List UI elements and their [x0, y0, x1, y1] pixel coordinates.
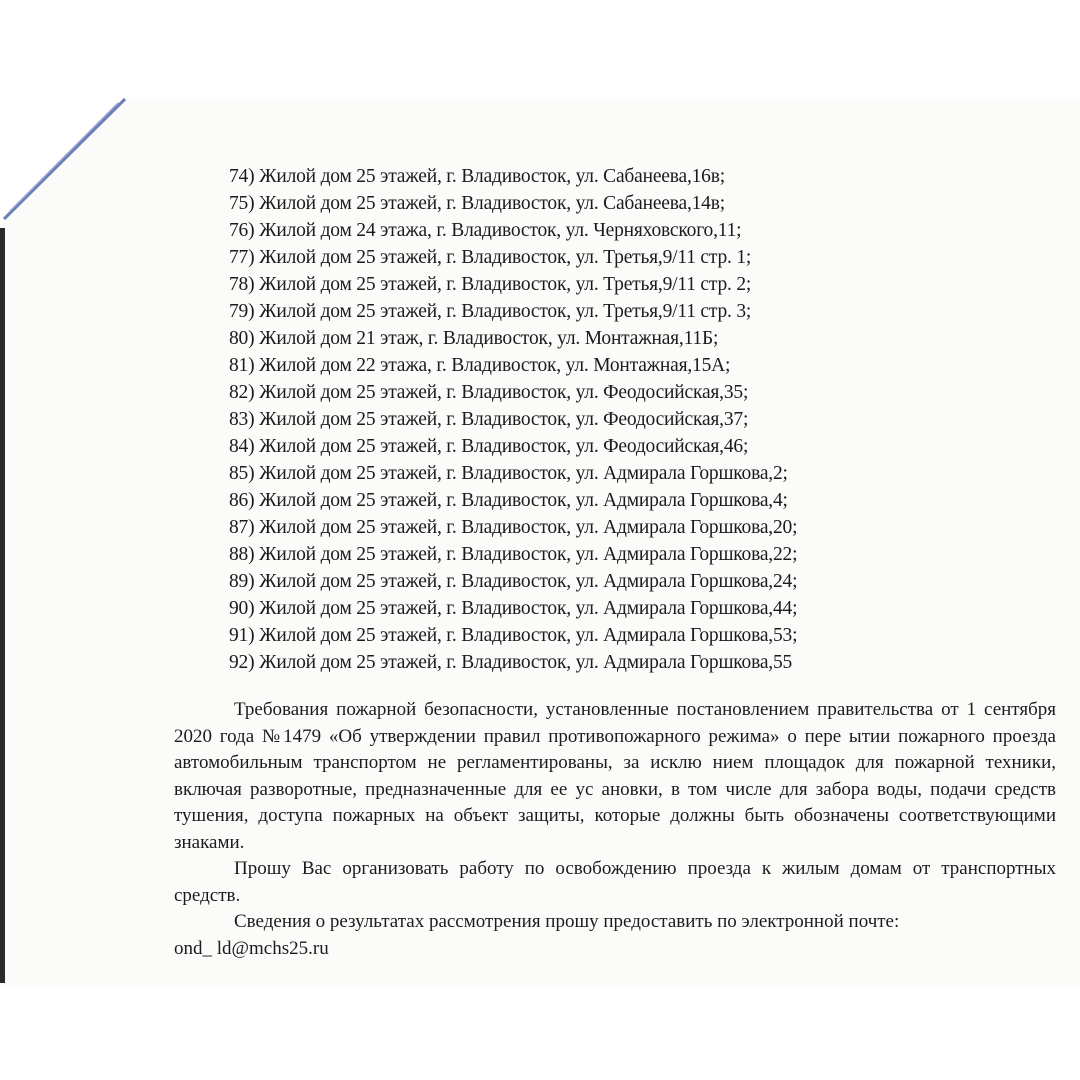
letter-body	[174, 697, 1056, 962]
request-paragraph: Прошу Вас организовать работу по освобождению проезда к жилым домам от транспортных средств.	[174, 858, 1056, 906]
results-paragraph: Сведения о результатах рассмотрения прошу предоставить по электронной почте:	[234, 911, 900, 932]
address-list	[229, 163, 797, 676]
list-item: 79) Жилой дом 25 этажей, г. Владивосток, ул. Третья,9/11 стр. 3;	[229, 301, 752, 322]
list-item: 82) Жилой дом 25 этажей, г. Владивосток, ул. Феодосийская,35;	[229, 382, 749, 403]
list-item: 74) Жилой дом 25 этажей, г. Владивосток, ул. Сабанеева,16в;	[229, 166, 725, 187]
page-edge-shadow	[0, 228, 5, 983]
list-item: 80) Жилой дом 21 этаж, г. Владивосток, ул. Монтажная,11Б;	[229, 328, 719, 349]
list-item: 84) Жилой дом 25 этажей, г. Владивосток, ул. Феодосийская,46;	[229, 436, 749, 457]
list-item: 75) Жилой дом 25 этажей, г. Владивосток, ул. Сабанеева,14в;	[229, 193, 725, 214]
list-item: 86) Жилой дом 25 этажей, г. Владивосток, ул. Адмирала Горшкова,4;	[229, 490, 788, 511]
list-item: 90) Жилой дом 25 этажей, г. Владивосток, ул. Адмирала Горшкова,44;	[229, 598, 798, 619]
corner-pen-mark	[0, 97, 140, 237]
list-item: 77) Жилой дом 25 этажей, г. Владивосток, ул. Третья,9/11 стр. 1;	[229, 247, 752, 268]
list-item: 83) Жилой дом 25 этажей, г. Владивосток, ул. Феодосийская,37;	[229, 409, 749, 430]
list-item: 76) Жилой дом 24 этажа, г. Владивосток, ул. Черняховского,11;	[229, 220, 742, 241]
list-item: 87) Жилой дом 25 этажей, г. Владивосток, ул. Адмирала Горшкова,20;	[229, 517, 798, 538]
list-item: 78) Жилой дом 25 этажей, г. Владивосток, ул. Третья,9/11 стр. 2;	[229, 274, 752, 295]
email-address: ond_ ld@mchs25.ru	[174, 937, 329, 959]
list-item: 91) Жилой дом 25 этажей, г. Владивосток, ул. Адмирала Горшкова,53;	[229, 625, 798, 646]
list-item: 89) Жилой дом 25 этажей, г. Владивосток, ул. Адмирала Горшкова,24;	[229, 571, 798, 592]
list-item: 85) Жилой дом 25 этажей, г. Владивосток, ул. Адмирала Горшкова,2;	[229, 463, 788, 484]
list-item: 81) Жилой дом 22 этажа, г. Владивосток, ул. Монтажная,15А;	[229, 355, 731, 376]
list-item: 88) Жилой дом 25 этажей, г. Владивосток, ул. Адмирала Горшкова,22;	[229, 544, 798, 565]
list-item: 92) Жилой дом 25 этажей, г. Владивосток, ул. Адмирала Горшкова,55	[229, 652, 793, 673]
requirements-paragraph: Требования пожарной безопасности, установленные постановлением правительства от 1 сентября 2020 года №1479 «Об утверждении правил противопожарного режима» о пере ытии пожарного проезда автомобильным транспортом не регламентированы, за исклю нием площадок для пожарной техники, включая разворотные, предназначенные для ее ус ановки, в том числе для забора воды, подачи средств тушения, доступа пожарных на объект защиты, которые должны быть обозначены соответствующими знаками.	[174, 699, 1056, 853]
